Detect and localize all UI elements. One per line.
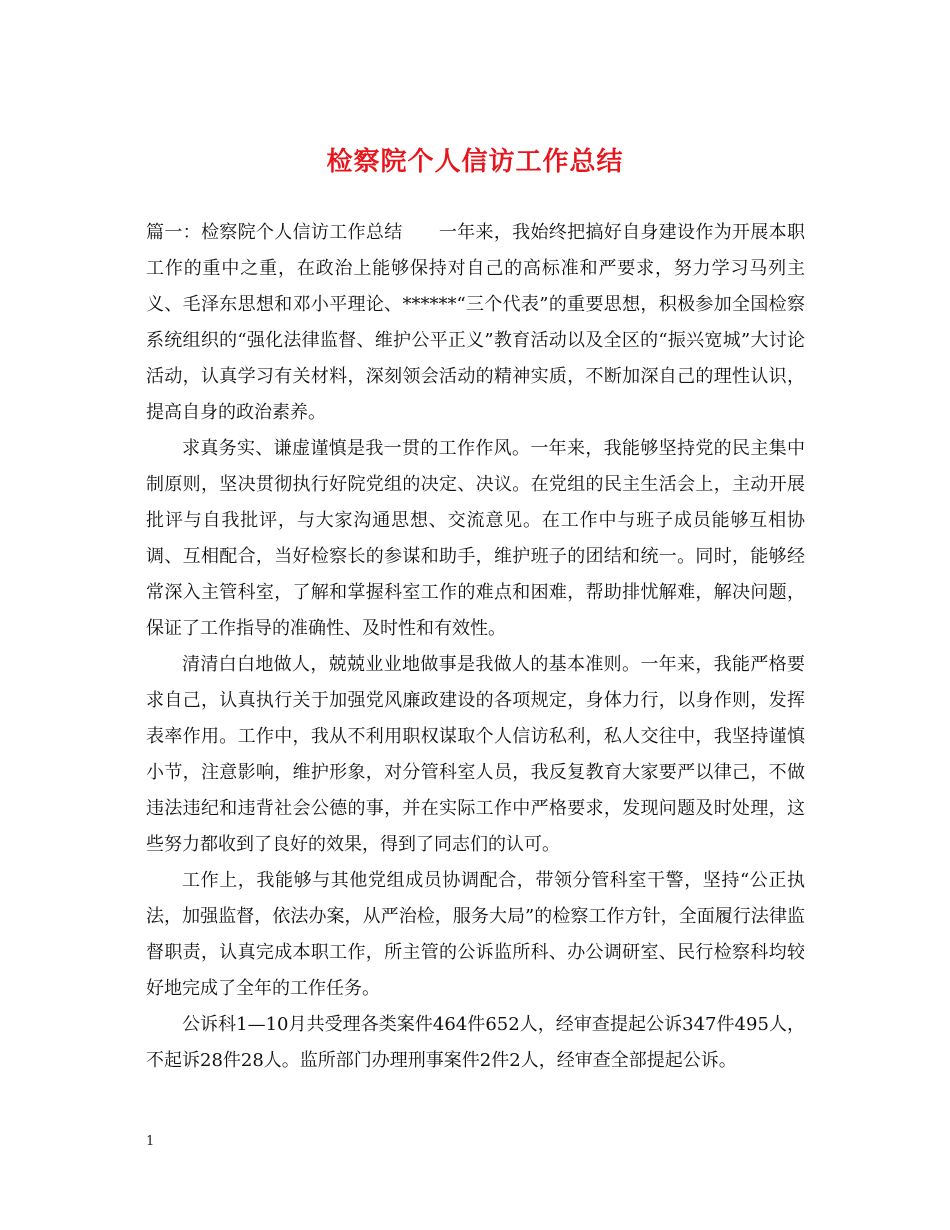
paragraph-2: 求真务实、谦虚谨慎是我一贯的工作作风。一年来，我能够坚持党的民主集中制原则，坚决贯彻执行好院党组的决定、决议。在党组的民主生活会上，主动开展批评与自我批评，与大家沟通思想、交流意见。在工作中与班子成员能够互相协调、互相配合，当好检察长的参谋和助手，维护班子的团结和统一。同时，能够经常深入主管科室，了解和掌握科室工作的难点和困难，帮助排忧解难，解决问题，保证了工作指导的准确性、及时性和有效性。 [146, 438, 805, 639]
paragraph-1 [146, 215, 805, 431]
lead-label: 篇一：检察院个人信访工作总结 [146, 222, 403, 243]
paragraph-4: 工作上，我能够与其他党组成员协调配合，带领分管科室干警，坚持“公正执法，加强监督，依法办案，从严治检，服务大局”的检察工作方针，全面履行法律监督职责，认真完成本职工作，所主管的公诉监所科、办公调研室、民行检察科均较好地完成了全年的工作任务。 [146, 870, 805, 999]
paragraph-3: 清清白白地做人，兢兢业业地做事是我做人的基本准则。一年来，我能严格要求自己，认真执行关于加强党风廉政建设的各项规定，身体力行，以身作则，发挥表率作用。工作中，我从不利用职权谋取个人信访私利，私人交往中，我坚持谨慎小节，注意影响，维护形象，对分管科室人员，我反复教育大家要严以律己，不做违法违纪和违背社会公德的事，并在实际工作中严格要求，发现问题及时处理，这些努力都收到了良好的效果，得到了同志们的认可。 [146, 654, 805, 855]
document-body [146, 215, 805, 1079]
page-number: 1 [146, 1134, 155, 1149]
paragraph-1-text: 一年来，我始终把搞好自身建设作为开展本职工作的重中之重，在政治上能够保持对自己的高标准和严要求，努力学习马列主义、毛泽东思想和邓小平理论、******“三个代表”的重要思想，积极参加全国检察系统组织的“强化法律监督、维护公平正义”教育活动以及全区的“振兴宽城”大讨论活动，认真学习有关材料，深刻领会活动的精神实质，不断加深自己的理性认识，提高自身的政治素养。 [146, 222, 805, 423]
paragraph-5: 公诉科1—10月共受理各类案件464件652人，经审查提起公诉347件495人，不起诉28件28人。监所部门办理刑事案件2件2人，经审查全部提起公诉。 [146, 1014, 805, 1071]
document-title: 检察院个人信访工作总结 [326, 147, 624, 177]
